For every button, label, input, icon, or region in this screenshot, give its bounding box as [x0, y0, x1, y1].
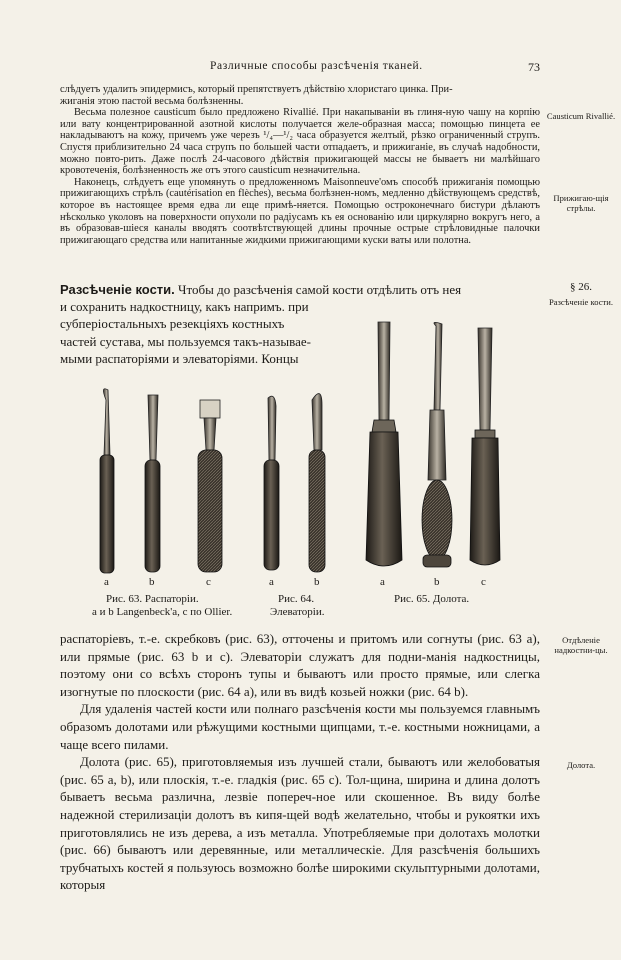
page-number: 73	[528, 60, 540, 74]
section-heading-title: Разсѣченіе кости.	[60, 282, 175, 297]
elevatory-b-icon	[309, 394, 325, 572]
raspatory-c-icon	[198, 400, 222, 572]
margin-note-causticum: Causticum Rivallié.	[546, 111, 616, 121]
label-65a: a	[380, 576, 385, 588]
margin-note-raspatory: Отдѣленіе надкостни-цы.	[554, 635, 608, 655]
margin-note-arrows: Прижигаю-щія стрѣлы.	[553, 193, 609, 213]
margin-note-chisel: Долота.	[566, 760, 596, 770]
intro-line-2: субперіостальныхъ резекціяхъ костныхъ	[60, 316, 285, 332]
elevatory-a-icon	[264, 396, 279, 570]
caption-fig64-line1: Рис. 64.	[278, 593, 315, 605]
paragraph-rivallie: Весьма полезное causticum было предложено Rivallié. При накапываніи въ глиня-ную чашу на корпію или вату концентрированной азотной кислоты получается желе-образная масса; помощью пинцета ее накладываютъ на кожу, причемъ уже черезъ ¹/₄—¹/₂ часа образуется желтый, рѣзко ограниченный струпъ. Спустя приблизительно 24 часа струпъ по большей части отпадаетъ, и прижиганіе, въ случаѣ надобности, можно повто-рить. Даже послѣ 24-часового дѣйствія прижигающей массы не бываетъ ни малѣйшаго кровотеченія, болѣзненность же отъ этого causticum незначительна.	[60, 107, 540, 177]
running-header	[60, 60, 540, 76]
main-text-block	[60, 630, 540, 894]
caption-fig63-line2: a и b Langenbeck'а, c по Ollier.	[92, 606, 233, 618]
label-64a: a	[269, 576, 274, 588]
intro-line-3: частей сустава, мы пользуемся такъ-называе-	[60, 333, 311, 349]
top-line-2: жиганія этою пастой весьма болѣзненны.	[60, 95, 244, 107]
caption-fig65: Рис. 65. Долота.	[394, 593, 470, 605]
raspatory-b-icon	[145, 395, 160, 572]
intro-line-1: и сохранить надкостницу, какъ напримъ. при	[60, 299, 309, 314]
instrument-illustrations	[60, 320, 540, 620]
chisel-b-icon	[422, 322, 452, 567]
section-heading-line	[60, 281, 540, 298]
label-65c: c	[481, 576, 486, 588]
label-65b: b	[434, 576, 440, 588]
caption-fig63-line1: Рис. 63. Распаторіи.	[106, 593, 199, 605]
margin-note-bone: Разсѣченіе кости.	[548, 297, 614, 307]
chisel-c-icon	[470, 328, 500, 565]
raspatory-a-icon	[100, 389, 114, 573]
margin-note-section: § 26.	[570, 281, 592, 293]
label-63a: a	[104, 576, 109, 588]
paragraph-arrows: Наконецъ, слѣдуетъ еще упомянуть о предложенномъ Maisonneuve'омъ способѣ прижиганія помощью прижигающихъ стрѣлъ (cautérisation en flèches), весьма болѣзнен-номъ, медленно дѣйствующемъ средствѣ, которое въ настоящее время едва ли еще примѣ-няется. Помощью остроконечнаго бистури дѣлаютъ нѣсколько уколовъ на поверхности опухоли по радіусамъ къ ея основанію или циркулярно вокругъ него, а въ образовав-шіеся каналы вводятъ соотвѣтствующей длины прочные острые стрѣловидные палочки прижигающаго средства или напитанные жидкими прижигающими куски ваты или полотна.	[60, 176, 540, 246]
paragraph-raspatory: распаторіевъ, т.-е. скребковъ (рис. 63), отточены и притомъ или согнуты (рис. 63 a), или прямые (рис. 63 b и c). Элеваторіи служатъ для подни-манія надкостницы, поэтому они со всѣхъ сторонъ тупы и бываютъ или просто прямые, или слегка изогнутые по плоскости (рис. 64 a), или въ видѣ козьей ножки (рис. 64 b).	[60, 631, 540, 699]
figures-area	[60, 320, 540, 620]
top-text-block	[60, 84, 540, 246]
label-63c: c	[206, 576, 211, 588]
running-title: Различные способы разсѣченія тканей.	[210, 60, 423, 72]
label-64b: b	[314, 576, 320, 588]
chisel-a-icon	[366, 322, 402, 566]
label-63b: b	[149, 576, 155, 588]
caption-fig64-line2: Элеваторіи.	[270, 606, 325, 618]
intro-line-4: мыми распаторіями и элеваторіями. Концы	[60, 351, 299, 367]
section-heading-rest: Чтобы до разсѣченія самой кости отдѣлить отъ нея	[178, 282, 462, 297]
top-line-1: слѣдуетъ удалить эпидермисъ, который препятствуетъ дѣйствію хлористаго цинка. При-	[60, 84, 453, 95]
paragraph-chisels: Долота (рис. 65), приготовляемыя изъ лучшей стали, бываютъ или желобоватыя (рис. 65 a, b), или плоскія, т.-е. гладкія (рис. 65 c). Тол-щина, ширина и длина долотъ бываетъ весьма различна, лезвіе попереч-ное или скошенное. Въ виду болѣе надежной стерилизаціи долотъ въ кипя-щей водѣ желательно, чтобы и рукоятки ихъ приготовлялись не изъ дерева, а изъ металла. Употребляемые при долотахъ молотки (рис. 66) бываютъ или деревянные, или металлическіе. Для разсѣченія большихъ трубчатыхъ костей я пользуюсь возможно болѣе широкими скульптурными долотами, которыя	[60, 754, 540, 893]
paragraph-bone-removal: Для удаленія частей кости или полнаго разсѣченія кости мы пользуемся главнымъ образомъ долотами или рѣжущими костными щипцами, т.-е. костными ножницами, а чаще всего пилами.	[60, 701, 540, 752]
